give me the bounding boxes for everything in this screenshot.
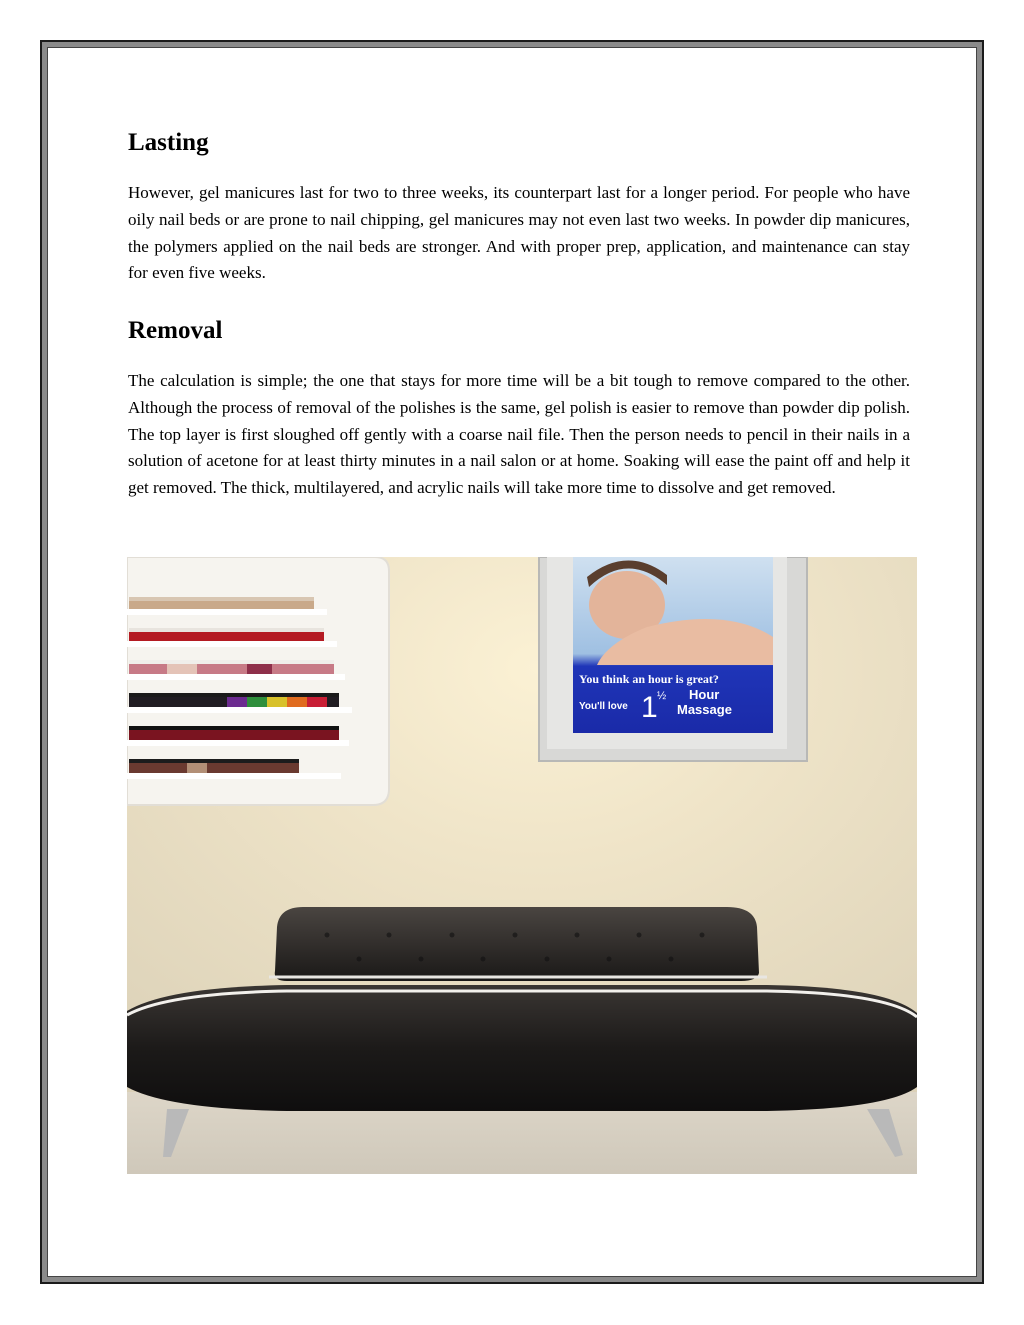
poster-hour: Hour: [689, 687, 720, 702]
poster-massage: Massage: [677, 702, 732, 717]
paragraph-lasting: However, gel manicures last for two to three weeks, its counterpart last for a longer period. For people who have oily nail beds or are prone to nail chipping, gel manicures may not even last two weeks. In powder dip manicures, the polymers applied on the nail beds are stronger. And with proper prep, application, and maintenance can stay for even five weeks.: [128, 183, 910, 283]
poster-half: ½: [657, 690, 667, 702]
paragraph-removal: The calculation is simple; the one that stays for more time will be a bit tough to remove compared to the other. Although the process of removal of the polishes is the same, gel polish is easier to remove than powder dip polish. The top layer is first sloughed off gently with a coarse nail file. Then the person needs to pencil in their nails in a solution of acetone for at least thirty minutes in a nail salon or at home. Soaking will ease the paint off and help it get removed. The thick, multilayered, and acrylic nails will take more time to dissolve and get removed.: [128, 371, 910, 498]
heading-lasting: Lasting: [128, 129, 209, 156]
heading-removal: Removal: [128, 317, 223, 344]
poster-youll-love: You'll love: [579, 701, 628, 712]
page: [47, 47, 977, 1277]
salon-photo: [127, 557, 917, 1174]
poster-number: 1: [641, 691, 658, 724]
page-border: [40, 40, 984, 1284]
massage-poster: [539, 557, 807, 761]
poster-tagline: You think an hour is great?: [579, 672, 719, 686]
